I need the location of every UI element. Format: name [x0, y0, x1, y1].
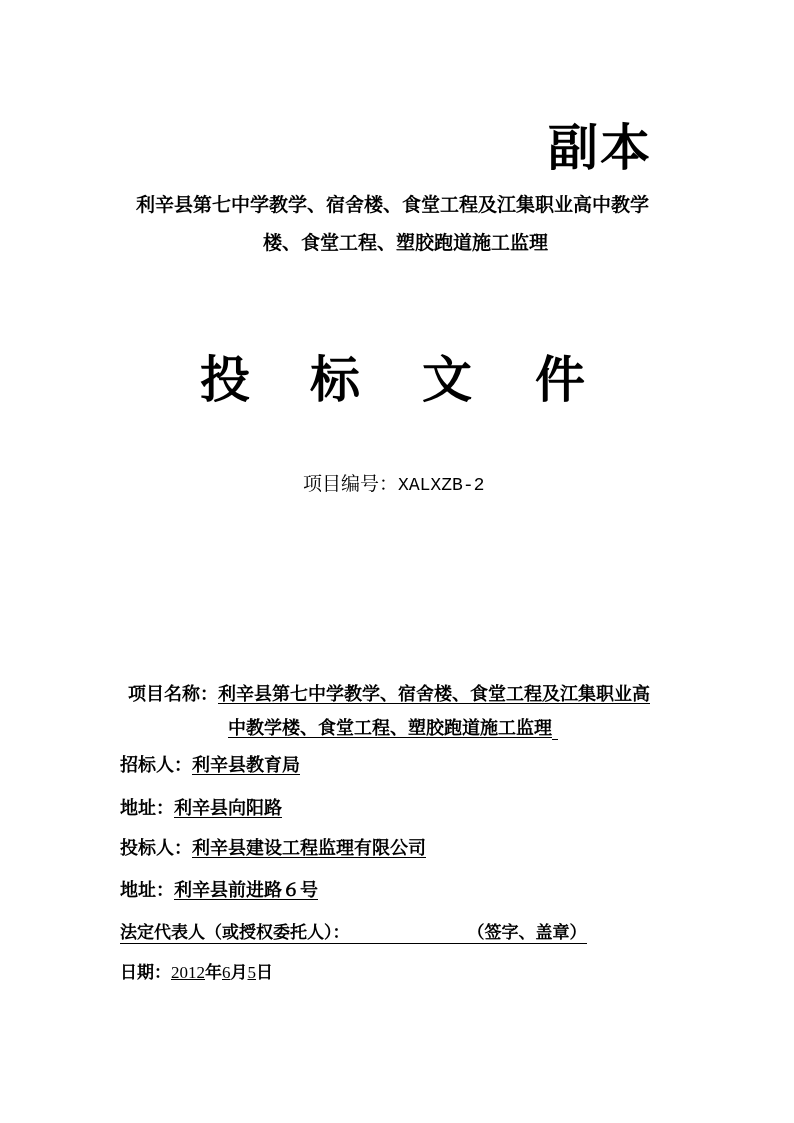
tenderer-address-value: 利辛县向阳路 — [174, 798, 282, 819]
date-day-unit: 日 — [256, 963, 273, 983]
legal-representative-field — [120, 918, 587, 944]
date-year-unit: 年 — [205, 963, 222, 983]
bidder-field — [120, 834, 426, 860]
project-name-label: 项目名称： — [128, 684, 218, 705]
bidder-address-value: 利辛县前进路６号 — [174, 880, 318, 901]
project-name-field — [128, 680, 650, 706]
project-number — [303, 469, 484, 496]
project-name-value-line-1: 利辛县第七中学教学、宿舍楼、食堂工程及江集职业高 — [218, 684, 650, 705]
bidder-address-label: 地址： — [120, 880, 174, 901]
project-name-value-line-2: 中教学楼、食堂工程、塑胶跑道施工监理 — [228, 718, 552, 739]
date-year: 2012 — [171, 963, 205, 982]
bidder-label: 投标人： — [120, 838, 192, 859]
date-field — [120, 958, 273, 983]
underline-tail — [552, 721, 558, 740]
copy-mark: 副本 — [548, 118, 652, 177]
tenderer-address-label: 地址： — [120, 798, 174, 819]
legal-representative-label: 法定代表人（或授权委托人）： — [120, 923, 350, 943]
document-title-char-2: 标 — [310, 350, 360, 409]
bidder-value: 利辛县建设工程监理有限公司 — [192, 838, 426, 859]
document-title-char-3: 文 — [422, 350, 472, 409]
project-title-line-1: 利辛县第七中学教学、宿舍楼、食堂工程及江集职业高中教学 — [136, 194, 650, 216]
bidder-address-field — [120, 876, 318, 902]
legal-representative-line — [120, 918, 587, 944]
project-name-continuation — [228, 714, 558, 740]
date-month: 6 — [222, 963, 231, 982]
project-title-line-2: 楼、食堂工程、塑胶跑道施工监理 — [263, 232, 549, 254]
tenderer-value: 利辛县教育局 — [192, 755, 300, 776]
date-month-unit: 月 — [230, 963, 248, 983]
date-label: 日期： — [120, 963, 171, 983]
tenderer-field — [120, 751, 300, 777]
signature-note: （签字、盖章） — [467, 923, 587, 943]
tenderer-label: 招标人： — [120, 755, 192, 776]
tenderer-address-field — [120, 794, 282, 820]
document-title-char-4: 件 — [535, 350, 585, 409]
project-number-value: XALXZB-2 — [398, 476, 485, 496]
document-title-char-1: 投 — [200, 350, 250, 409]
date-day: 5 — [247, 963, 256, 982]
project-number-label: 项目编号： — [303, 473, 399, 495]
